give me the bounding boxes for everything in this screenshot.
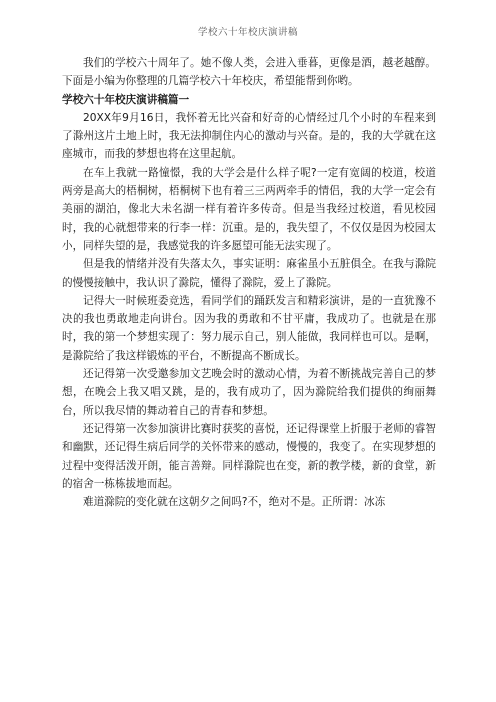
intro-paragraph: 我们的学校六十周年了。她不像人类，会进入垂暮，更像是酒，越老越醇。下面是小编为你整理的几篇学校六十年校庆，希望能帮到你哟。 <box>62 57 436 88</box>
document-body <box>62 54 436 511</box>
body-paragraph: 记得大一时候班委竞选，看同学们的踊跃发言和精彩演讲，是的一直犹豫不决的我也勇敢地走向讲台。因为我的勇敢和不甘平庸，我成功了。也就是在那时，我的第一个梦想实现了：努力展示自己，别人能做，我同样也可以。是啊，是滁院给了我这样锻炼的平台，不断提高不断成长。 <box>62 294 436 362</box>
body-paragraph: 20XX年9月16日，我怀着无比兴奋和好奇的心情经过几个小时的车程来到了滁州这片土地上时，我无法抑制住内心的激动与兴奋。是的，我的大学就在这座城市，而我的梦想也将在这里起航。 <box>62 111 436 161</box>
running-header: 学校六十年校庆演讲稿 <box>197 27 298 38</box>
body-paragraph: 还记得第一次参加演讲比赛时获奖的喜悦，还记得课堂上折服于老师的睿智和幽默，还记得生病后同学的关怀带来的感动，慢慢的，我变了。在实现梦想的过程中变得活泼开朗，能言善辩。同样滁院也在变，新的教学楼，新的食堂，新的宿舍一栋栋拔地而起。 <box>62 422 436 490</box>
body-paragraph: 难道滁院的变化就在这朝夕之间吗?不，绝对不是。正所谓：冰冻 <box>83 496 386 509</box>
body-paragraph: 但是我的情绪并没有失落太久，事实证明：麻雀虽小五脏俱全。在我与滁院的慢慢接触中，我认识了滁院，懂得了滁院，爱上了滁院。 <box>62 258 436 289</box>
body-paragraph: 在车上我就一路憧憬，我的大学会是什么样子呢?一定有宽阔的校道，校道两旁是高大的梧桐树，梧桐树下也有着三三两两牵手的情侣，我的大学一定会有美丽的湖泊，像北大未名湖一样有着许多传奇。但是当我经过校道，看见校园时，我的心就想带来的行李一样：沉重。是的，我失望了，不仅仅是因为校园太小，同样失望的是，我感觉我的许多愿望可能无法实现了。 <box>62 166 436 252</box>
section-title: 学校六十年校庆演讲稿篇一 <box>62 93 190 106</box>
body-paragraph: 还记得第一次受邀参加文艺晚会时的激动心情，为着不断挑战完善自己的梦想，在晚会上我又唱又跳，是的，我有成功了，因为滁院给我们提供的绚丽舞台，所以我尽情的舞动着自己的青春和梦想。 <box>62 368 436 417</box>
